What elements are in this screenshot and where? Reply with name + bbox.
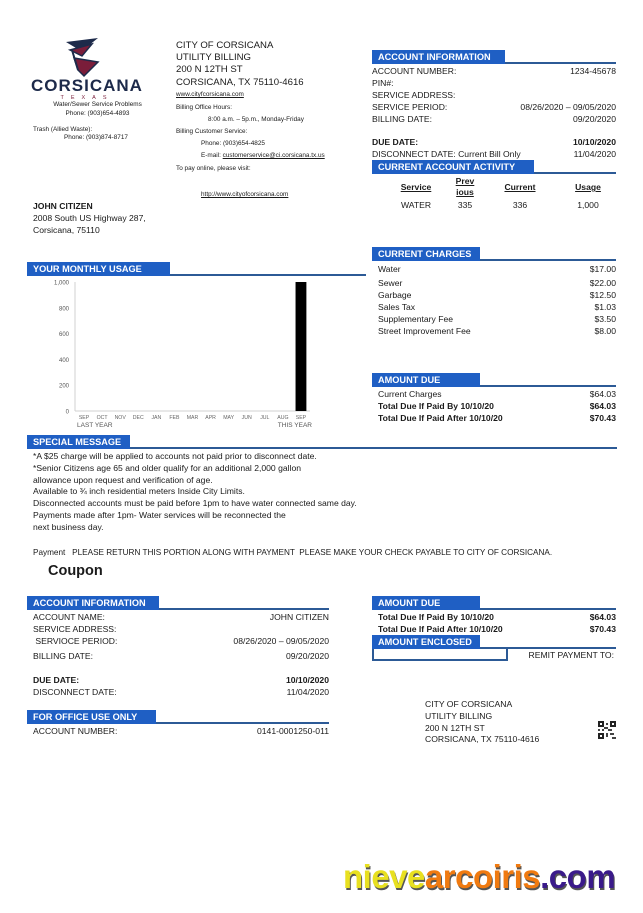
website-link[interactable]: www.cityfcorsicana.com: [176, 91, 244, 98]
x-tick-label: OCT: [96, 415, 108, 421]
activity-usage: 1,000: [577, 200, 599, 210]
sender-line: UTILITY BILLING: [176, 52, 251, 64]
section-title: FOR OFFICE USE ONLY: [27, 710, 156, 724]
corsicana-logo: [26, 36, 146, 100]
customer-service-label: Billing Customer Service:: [176, 128, 248, 135]
coupon-account-header: [27, 596, 329, 610]
hours-label: Billing Office Hours:: [176, 104, 232, 111]
col-header-usage: Usage: [575, 182, 601, 192]
section-title: SPECIAL MESSAGE: [27, 435, 130, 449]
sender-line: CORSICANA, TX 75110-4616: [176, 76, 304, 88]
logo-subtitle: TEXAS: [60, 95, 114, 101]
remit-line: UTILITY BILLING: [425, 710, 493, 721]
pay-online-label: To pay online, please visit:: [176, 165, 251, 172]
customer-name: JOHN CITIZEN: [33, 201, 93, 211]
field-label: SERVICE ADDRESS:: [33, 624, 117, 634]
total-due-by-row: [372, 401, 616, 413]
service-address-row: [27, 624, 329, 636]
pin-row: [372, 78, 616, 90]
amount-label: Total Due If Paid By 10/10/20: [378, 401, 494, 411]
account-name-row: [27, 612, 329, 624]
watermark-part: arcoiris: [424, 858, 541, 895]
charge-row: [372, 264, 616, 276]
office-account-number-row: [27, 726, 329, 738]
activity-service: WATER: [400, 200, 432, 210]
y-tick-label: 200: [58, 383, 69, 390]
watermark-part: .com: [540, 858, 616, 895]
section-title: ACCOUNT INFORMATION: [27, 596, 159, 610]
special-message-header: [27, 435, 617, 449]
amount-enclosed-input[interactable]: [372, 649, 508, 661]
service-period-row: [372, 102, 616, 114]
pay-online-link[interactable]: http://www.cityofcorsicana.com: [201, 191, 289, 198]
remit-line: CORSICANA, TX 75110-4616: [425, 734, 540, 745]
service-period-row: [27, 636, 329, 648]
usage-bar: [296, 282, 307, 411]
y-tick-label: 600: [58, 332, 69, 339]
remit-line: CITY OF CORSICANA: [425, 699, 513, 709]
water-problems-label: Water/Sewer Service Problems: [53, 101, 142, 108]
x-tick-label: FEB: [169, 415, 180, 421]
special-message-line: *A $25 charge will be applied to accounts not paid prior to disconnect date.: [33, 451, 317, 461]
x-tick-label: AUG: [277, 415, 289, 421]
office-use-header: [27, 710, 329, 724]
section-title: CURRENT ACCOUNT ACTIVITY: [372, 160, 534, 174]
charge-label: Sales Tax: [378, 302, 416, 312]
watermark-logo: [343, 857, 615, 897]
field-label: DUE DATE:: [372, 137, 419, 147]
amount-value: $70.43: [589, 624, 616, 634]
field-label: DISCONNECT DATE:: [33, 687, 117, 697]
remit-payment-label: REMIT PAYMENT TO:: [528, 650, 614, 660]
x-tick-label: SEP: [295, 415, 307, 421]
y-tick-label: 1,000: [53, 280, 69, 287]
charge-value: $1.03: [594, 302, 616, 312]
x-tick-label: MAR: [186, 415, 199, 421]
account-info-header: [372, 50, 616, 64]
disconnect-date-row: [27, 687, 329, 699]
field-label: PIN#:: [372, 78, 394, 88]
field-label: ACCOUNT NAME:: [33, 612, 105, 622]
field-value: 11/04/2020: [286, 687, 329, 697]
field-value: JOHN CITIZEN: [269, 612, 329, 622]
amount-enclosed-header: [372, 635, 616, 649]
field-value: 1234-45678: [570, 66, 616, 76]
amount-label: Current Charges: [378, 389, 442, 399]
col-header-previous-line: ious: [456, 187, 474, 197]
charge-label: Supplementary Fee: [378, 314, 453, 324]
col-header-previous-line: Prev: [455, 176, 475, 186]
field-value: 11/04/2020: [573, 149, 616, 159]
x-tick-label: APR: [205, 415, 216, 421]
field-value: 10/10/2020: [285, 675, 329, 685]
section-title: CURRENT CHARGES: [372, 247, 480, 261]
y-tick-label: 0: [65, 409, 69, 416]
special-message-line: Payments made after 1pm- Water services will be reconnected the: [33, 509, 286, 520]
current-charges-header: [372, 247, 616, 261]
x-tick-label: JUN: [241, 415, 252, 421]
x-tick-label: JUL: [260, 415, 270, 421]
field-label: BILLING DATE:: [33, 651, 94, 661]
special-message-line: Disconnected accounts must be paid before 1pm to have water connected same day.: [33, 498, 357, 509]
charge-label: Water: [378, 264, 401, 274]
sender-line: CITY OF CORSICANA: [176, 40, 274, 51]
field-label: BILLING DATE:: [372, 114, 433, 124]
activity-previous: 335: [457, 200, 473, 210]
amount-value: $70.43: [589, 413, 616, 423]
special-message-line: Available to ¾ inch residential meters Inside City Limits.: [33, 486, 245, 497]
field-value: 08/26/2020 – 09/05/2020: [233, 636, 329, 646]
payment-instructions: Payment PLEASE RETURN THIS PORTION ALONG WITH PAYMENT PLEASE MAKE YOUR CHECK PAYABLE TO CITY OF CORSICANA.: [33, 548, 553, 557]
field-label: SERVICE ADDRESS:: [372, 90, 456, 100]
coupon-title: Coupon: [48, 563, 103, 579]
charge-row: [372, 326, 616, 338]
section-title: YOUR MONTHLY USAGE: [27, 262, 170, 276]
service-address-row: [372, 90, 616, 102]
x-tick-label: MAY: [223, 415, 235, 421]
charge-value: $22.00: [589, 278, 616, 288]
account-activity-header: [372, 160, 616, 174]
x-label-this-year: THIS YEAR: [277, 422, 312, 429]
x-tick-label: DEC: [132, 415, 144, 421]
col-header-previous: [448, 176, 482, 198]
field-value: 09/20/2020: [285, 651, 329, 661]
field-value: 09/20/2020: [572, 114, 616, 124]
remit-line: 200 N 12TH ST: [425, 722, 485, 733]
charge-label: Sewer: [378, 278, 403, 288]
amount-due-header: [372, 373, 616, 387]
col-header-current: Current: [504, 182, 536, 192]
remit-address: [425, 699, 539, 746]
x-tick-label: SEP: [78, 415, 90, 421]
charge-value: $17.00: [589, 264, 616, 274]
billing-date-row: [372, 114, 616, 126]
field-label: DUE DATE:: [33, 675, 80, 685]
charge-label: Garbage: [378, 290, 412, 300]
watermark-part: nieve: [343, 858, 425, 895]
y-tick-label: 400: [58, 357, 69, 364]
customer-address-line: Corsicana, 75110: [33, 224, 100, 235]
section-title: AMOUNT DUE: [372, 373, 480, 387]
amount-value: $64.03: [589, 612, 616, 622]
monthly-usage-header: [27, 262, 366, 276]
section-title: AMOUNT ENCLOSED: [372, 635, 480, 649]
customer-service-email: [201, 150, 325, 163]
field-value: 08/26/2020 – 09/05/2020: [520, 102, 616, 112]
usage-chart: [27, 276, 317, 431]
x-tick-label: NOV: [114, 415, 126, 421]
special-message-line: *Senior Citizens age 65 and older qualify for an additional 2,000 gallon: [33, 462, 302, 473]
account-activity-section: [372, 160, 616, 215]
activity-current: 336: [512, 200, 528, 210]
due-date-row: [27, 675, 329, 687]
billing-date-row: [27, 651, 329, 663]
amount-value: $64.03: [589, 389, 616, 399]
email-prefix: E-mail:: [201, 152, 223, 159]
sender-line: 200 N 12TH ST: [176, 64, 243, 76]
amount-label: Total Due If Paid After 10/10/20: [378, 624, 503, 634]
logo-emblem-icon: [26, 36, 146, 80]
special-message-line: next business day.: [33, 521, 104, 532]
hours-value: 8:00 a.m. – 5p.m., Monday-Friday: [208, 116, 304, 123]
field-label: ACCOUNT NUMBER:: [372, 66, 457, 76]
field-label: ACCOUNT NUMBER:: [33, 726, 118, 736]
amount-label: Total Due If Paid By 10/10/20: [378, 612, 494, 622]
sender-address: [176, 40, 304, 89]
charge-value: $12.50: [589, 290, 616, 300]
water-problems-phone: Phone: (903)654-4893: [65, 110, 130, 117]
charge-value: $3.50: [594, 314, 616, 324]
charge-value: $8.00: [594, 326, 616, 336]
coupon-amount-due-header: [372, 596, 616, 610]
y-tick-label: 800: [58, 306, 69, 313]
field-value: 10/10/2020: [572, 137, 616, 147]
trash-label: Trash (Allied Waste):: [33, 126, 93, 133]
due-date-row: [372, 137, 616, 149]
amount-value: $64.03: [589, 401, 616, 411]
field-value: 0141-0001250-011: [257, 726, 329, 736]
charge-row: [372, 314, 616, 326]
col-header-service: Service: [400, 182, 432, 192]
field-label: SERVIOCE PERIOD:: [33, 636, 118, 646]
trash-phone: Phone: (903)874-8717: [64, 134, 128, 141]
customer-address: [33, 201, 146, 236]
section-title: ACCOUNT INFORMATION: [372, 50, 505, 64]
logo-wordmark: CORSICANA: [31, 76, 143, 95]
current-charges-row: [372, 389, 616, 401]
total-due-by-row: [372, 612, 616, 624]
field-label: DISCONNECT DATE: Current Bill Only: [372, 149, 521, 159]
field-label: SERVICE PERIOD:: [372, 102, 448, 112]
customer-address-line: 2008 South US Highway 287,: [33, 212, 146, 223]
charge-row: [372, 290, 616, 302]
email-link[interactable]: customerservice@ci.corsicana.tx.us: [222, 152, 325, 159]
charge-label: Street Improvement Fee: [378, 326, 471, 336]
total-due-after-row: [372, 413, 616, 425]
section-title: AMOUNT DUE: [372, 596, 480, 610]
special-message-body: [33, 451, 357, 534]
x-label-last-year: LAST YEAR: [77, 422, 113, 429]
special-message-line: allowance upon request and verification of age.: [33, 474, 213, 485]
charge-row: [372, 278, 616, 290]
qr-code-icon: [598, 721, 616, 739]
x-tick-label: JAN: [151, 415, 162, 421]
charge-row: [372, 302, 616, 314]
amount-label: Total Due If Paid After 10/10/20: [378, 413, 503, 423]
customer-service-phone: Phone: (903)654-4825: [201, 140, 265, 147]
account-number-row: [372, 66, 616, 78]
